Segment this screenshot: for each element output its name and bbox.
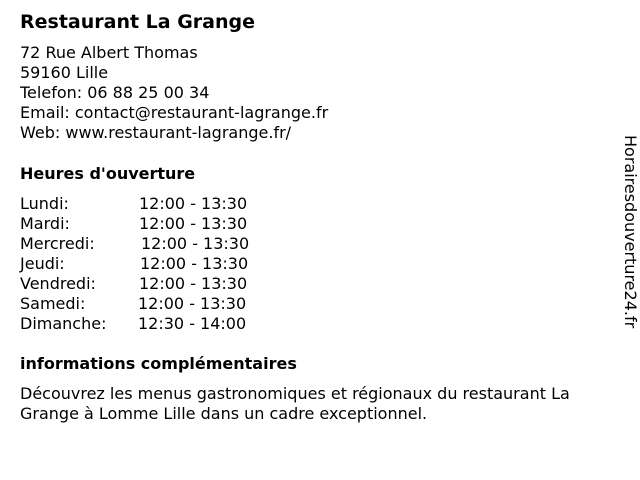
day-label: Samedi: [20, 294, 86, 313]
restaurant-name: Restaurant La Grange [20, 11, 256, 33]
day-label: Dimanche: [20, 314, 107, 333]
restaurant-description: Découvrez les menus gastronomiques et régionaux du restaurant La Grange à Lomme Lille dans un cadre exceptionnel. [20, 384, 570, 423]
street-address: 72 Rue Albert Thomas [20, 43, 198, 62]
day-label: Mardi: [20, 214, 70, 233]
phone-number: Telefon: 06 88 25 00 34 [20, 83, 210, 102]
watermark-text: Horairesdouverture24.fr [621, 135, 640, 329]
website-address: Web: www.restaurant-lagrange.fr/ [20, 123, 292, 142]
day-label: Jeudi: [20, 254, 65, 273]
day-hours: 12:30 - 14:00 [138, 314, 247, 333]
day-hours: 12:00 - 13:30 [138, 294, 247, 313]
day-label: Lundi: [20, 194, 69, 213]
day-label: Mercredi: [20, 234, 95, 253]
day-hours: 12:00 - 13:30 [139, 214, 248, 233]
day-label: Vendredi: [20, 274, 96, 293]
day-hours: 12:00 - 13:30 [141, 234, 250, 253]
opening-hours-heading: Heures d'ouverture [20, 164, 196, 183]
additional-info-heading: informations complémentaires [20, 354, 297, 373]
day-hours: 12:00 - 13:30 [139, 194, 248, 213]
contact-block [20, 43, 328, 143]
day-hours: 12:00 - 13:30 [139, 274, 248, 293]
day-hours: 12:00 - 13:30 [140, 254, 249, 273]
watermark [622, 135, 640, 375]
email-address: Email: contact@restaurant-lagrange.fr [20, 103, 329, 122]
postal-city: 59160 Lille [20, 63, 109, 82]
